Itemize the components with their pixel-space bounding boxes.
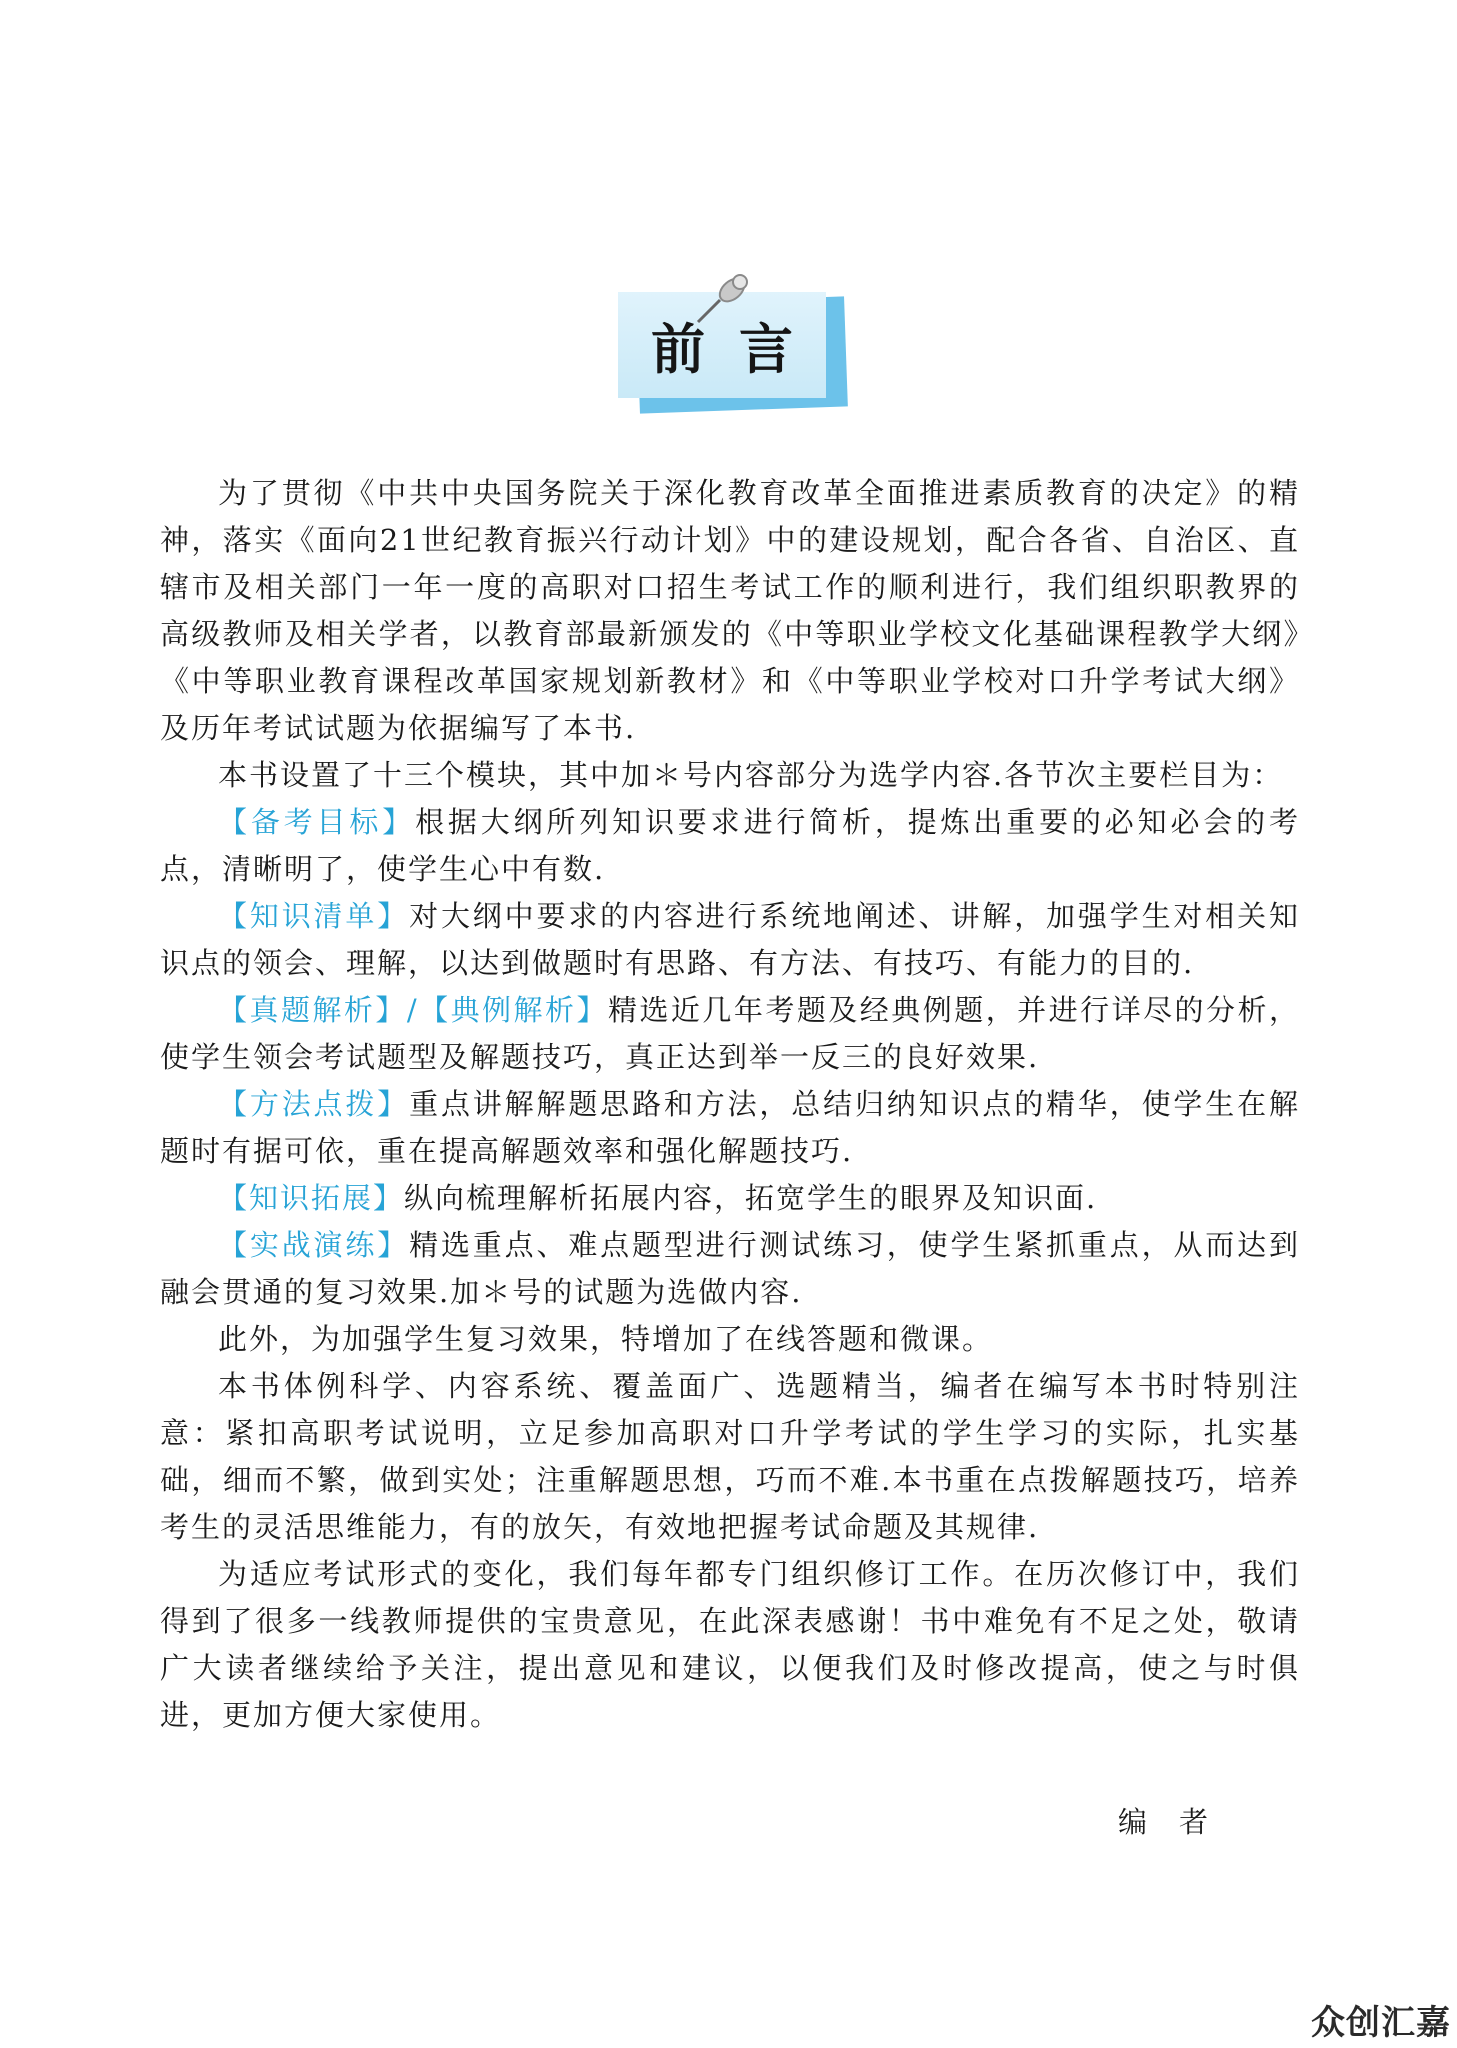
section-item (160, 1222, 1300, 1316)
preface-body (160, 470, 1300, 1739)
title-card (618, 292, 848, 418)
closing-paragraph: 此外，为加强学生复习效果，特增加了在线答题和微课。 (218, 1322, 994, 1356)
section-text: 精选近几年考题及经典例题，并进行详尽的分析，使学生领会考试题型及解题技巧，真正达到举一反三的良好效果. (160, 993, 1300, 1074)
section-item (160, 1081, 1300, 1175)
section-text: 根据大纲所列知识要求进行简析，提炼出重要的必知必会的考点，清晰明了，使学生心中有数. (160, 805, 1300, 886)
closing-paragraph: 为适应考试形式的变化，我们每年都专门组织修订工作。在历次修订中，我们得到了很多一线教师提供的宝贵意见，在此深表感谢！书中难免有不足之处，敬请广大读者继续给予关注，提出意见和建议，以便我们及时修改提高，使之与时俱进，更加方便大家使用。 (160, 1557, 1300, 1732)
intro-paragraph: 本书设置了十三个模块，其中加＊号内容部分为选学内容.各节次主要栏目为： (218, 758, 1284, 792)
section-item (160, 893, 1300, 987)
section-text: 重点讲解解题思路和方法，总结归纳知识点的精华，使学生在解题时有据可依，重在提高解题效率和强化解题技巧. (160, 1087, 1300, 1168)
section-tag: 【知识拓展】 (218, 1181, 405, 1215)
section-text: 对大纲中要求的内容进行系统地阐述、讲解，加强学生对相关知识点的领会、理解，以达到做题时有思路、有方法、有技巧、有能力的目的. (160, 899, 1300, 980)
section-tag: 【备考目标】 (218, 805, 416, 839)
closing-paragraph: 本书体例科学、内容系统、覆盖面广、选题精当，编者在编写本书时特别注意：紧扣高职考试说明，立足参加高职对口升学考试的学生学习的实际，扎实基础，细而不繁，做到实处；注重解题思想，巧而不难.本书重在点拨解题技巧，培养考生的灵活思维能力，有的放矢，有效地把握考试命题及其规律. (160, 1369, 1300, 1544)
page-title: 前言 (651, 316, 827, 381)
watermark: 众创汇嘉 (1311, 2003, 1451, 2043)
section-text: 纵向梳理解析拓展内容，拓宽学生的眼界及知识面. (404, 1181, 1098, 1215)
section-item (160, 799, 1300, 893)
author-signature: 编者 (1118, 1805, 1241, 1839)
section-tag: 【真题解析】/【典例解析】 (218, 993, 608, 1027)
section-tag: 【实战演练】 (218, 1228, 410, 1262)
intro-paragraph: 为了贯彻《中共中央国务院关于深化教育改革全面推进素质教育的决定》的精神，落实《面向21世纪教育振兴行动计划》中的建设规划，配合各省、自治区、直辖市及相关部门一年一度的高职对口招生考试工作的顺利进行，我们组织职教界的高级教师及相关学者，以教育部最新颁发的《中等职业学校文化基础课程教学大纲》《中等职业教育课程改革国家规划新教材》和《中等职业学校对口升学考试大纲》及历年考试试题为依据编写了本书. (160, 476, 1300, 745)
section-text: 精选重点、难点题型进行测试练习，使学生紧抓重点，从而达到融会贯通的复习效果.加＊号的试题为选做内容. (160, 1228, 1300, 1309)
section-tag: 【知识清单】 (218, 899, 410, 933)
pushpin-icon (690, 270, 760, 330)
section-tag: 【方法点拨】 (218, 1087, 410, 1121)
section-item (160, 1175, 1300, 1222)
section-item (160, 987, 1300, 1081)
